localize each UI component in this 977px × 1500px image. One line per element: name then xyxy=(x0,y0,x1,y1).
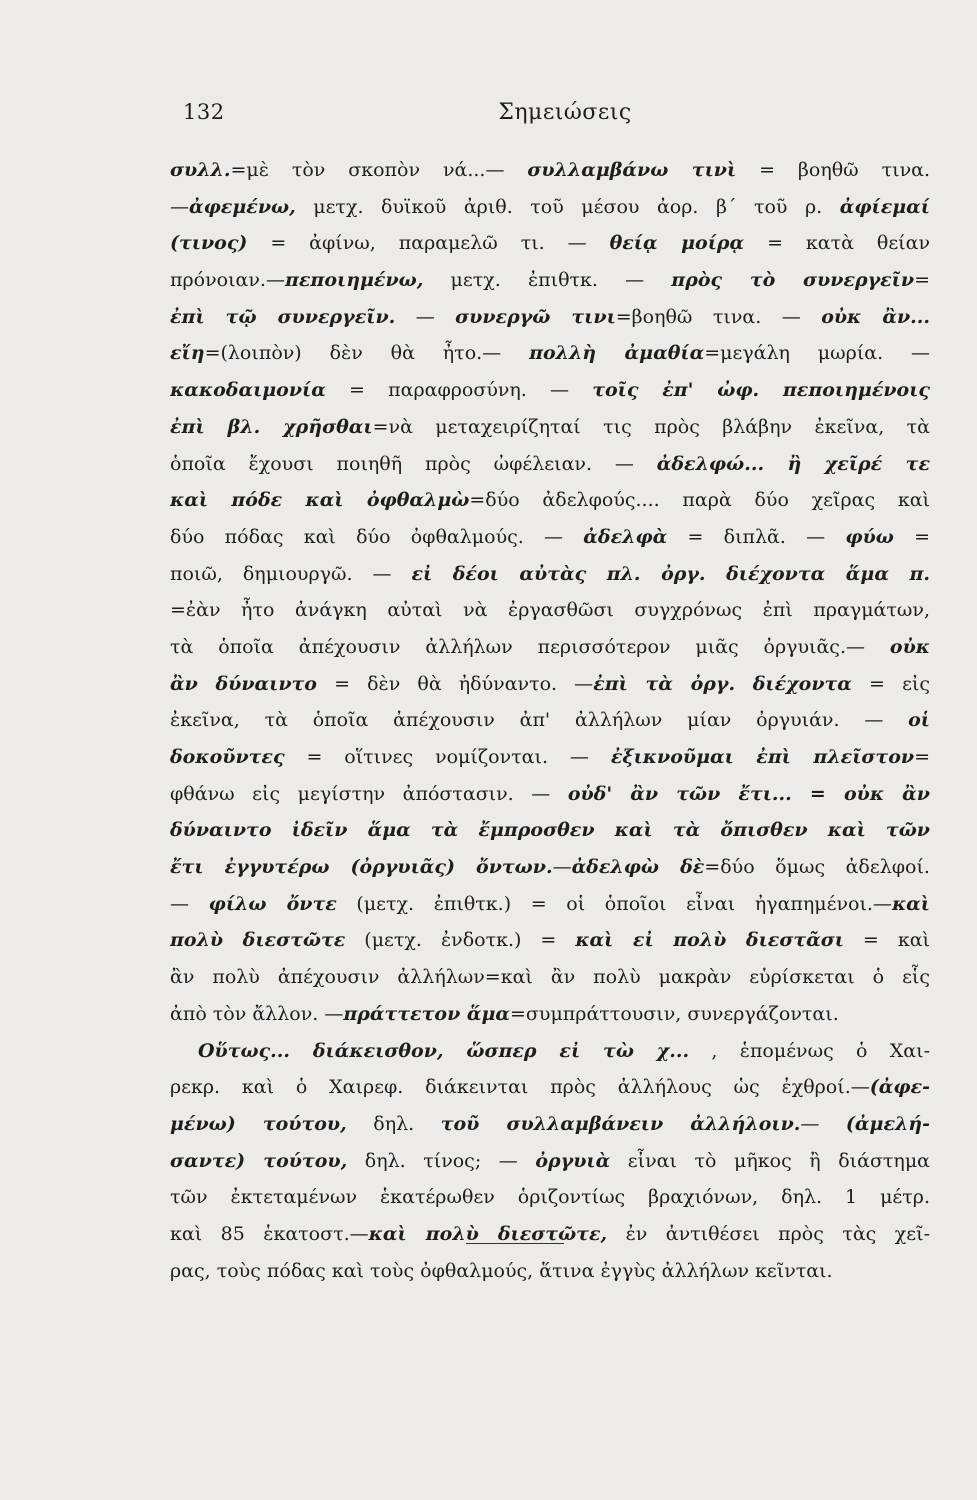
text-line: ἐπὶ τῷ συνεργεῖν. — συνεργῶ τινι=βοηθῶ τινα. — οὐκ ἂν... xyxy=(170,305,930,328)
gloss-term: φύω xyxy=(845,525,894,548)
text-line: — φίλω ὄντε (μετχ. ἐπιθτκ.) = οἱ ὁποῖοι εἶναι ἠγαπημένοι.—καὶ xyxy=(170,892,930,915)
gloss-term: καὶ εἰ πολὺ διεστᾶσι xyxy=(575,929,844,952)
text-line: ἐκεῖνα, τὰ ὁποῖα ἀπέχουσιν ἀπ' ἀλλήλων μίαν ὀργυιάν. — οἱ xyxy=(170,709,930,732)
text-line: ἂν πολὺ ἀπέχουσιν ἀλλήλων=καὶ ἂν πολὺ μακρὰν εὑρίσκεται ὁ εἷς xyxy=(170,966,930,989)
gloss-term: ἐπὶ βλ. χρῆσθαι xyxy=(170,415,373,438)
gloss-term: οἱ xyxy=(908,709,930,732)
gloss-term: σαντε) τούτου, xyxy=(170,1149,348,1172)
gloss-term: οὐκ ἂν... xyxy=(821,305,930,328)
text-line: τὰ ὁποῖα ἀπέχουσιν ἀλλήλων περισσότερον μιᾶς ὀργυιᾶς.— οὐκ xyxy=(170,635,930,658)
text-line: δύο πόδας καὶ δύο ὀφθαλμούς. — ἀδελφὰ = διπλᾶ. — φύω = xyxy=(170,525,930,548)
text-line: (τινος) = ἀφίνω, παραμελῶ τι. — θείᾳ μοίρᾳ = κατὰ θείαν xyxy=(170,232,930,255)
gloss-term: οὐδ' ἂν τῶν ἔτι... = οὐκ ἂν xyxy=(567,782,930,805)
gloss-term: πολλὴ ἀμαθία xyxy=(529,342,705,365)
text-line: ἔτι ἐγγυτέρω (ὀργυιᾶς) ὄντων.—ἀδελφὼ δὲ=δύο ὅμως ἀδελφοί. xyxy=(170,856,930,879)
gloss-term: (τινος) xyxy=(170,232,248,255)
gloss-term: πολὺ διεστῶτε xyxy=(170,929,346,952)
gloss-term: συνεργῶ τινι xyxy=(455,305,616,328)
gloss-term: Οὕτως... διάκεισθον, ὥσπερ εἰ τὼ χ... xyxy=(198,1039,690,1062)
text-line: ποιῶ, δημιουργῶ. — εἰ δέοι αὐτὰς πλ. ὀργ. διέχοντα ἅμα π. xyxy=(170,562,930,585)
text-line: τῶν ἐκτεταμένων ἑκατέρωθεν ὁριζοντίως βραχιόνων, δηλ. 1 μέτρ. xyxy=(170,1186,930,1209)
gloss-term: ἐπὶ τῷ συνεργεῖν. xyxy=(170,305,396,328)
gloss-term: συλλ. xyxy=(170,159,231,181)
gloss-term: πράττετον ἅμα xyxy=(343,1002,511,1025)
gloss-term: καὶ πόδε καὶ ὀφθαλμὼ xyxy=(170,489,470,512)
text-line: πρόνοιαν.—πεποιημένω, μετχ. ἐπιθτκ. — πρὸς τὸ συνεργεῖν= xyxy=(170,269,930,292)
text-line: —ἀφεμένω, μετχ. δυϊκοῦ ἀριθ. τοῦ μέσου ἀορ. β΄ τοῦ ρ. ἀφίεμαί xyxy=(170,195,930,218)
gloss-term: πρὸς τὸ συνεργεῖν xyxy=(671,269,915,292)
gloss-term: ἀφίεμαί xyxy=(839,195,930,218)
gloss-term: οὐκ xyxy=(889,635,930,658)
text-line: =ἐὰν ἦτο ἀνάγκη αὐταὶ νὰ ἐργασθῶσι συγχρόνως ἐπὶ πραγμάτων, xyxy=(170,599,930,622)
gloss-term: ἂν δύναιντο xyxy=(170,672,317,695)
text-line: Οὕτως... διάκεισθον, ὥσπερ εἰ τὼ χ... , ἑπομένως ὁ Χαι- xyxy=(198,1039,930,1062)
gloss-term: φίλω ὄντε xyxy=(208,892,337,915)
gloss-term: ὀργυιὰ xyxy=(535,1149,611,1172)
gloss-term: ἔτι ἐγγυτέρω (ὀργυιᾶς) ὄντων. xyxy=(170,856,553,879)
gloss-term: ἀδελφὼ δὲ xyxy=(571,856,705,879)
text-line: ἐπὶ βλ. χρῆσθαι=νὰ μεταχειρίζηταί τις πρὸς βλάβην ἐκεῖνα, τὰ xyxy=(170,415,930,438)
text-line: φθάνω εἰς μεγίστην ἀπόστασιν. — οὐδ' ἂν τῶν ἔτι... = οὐκ ἂν xyxy=(170,782,930,805)
gloss-term: (ἀμελή- xyxy=(845,1112,930,1135)
gloss-term: μένω) τούτου, xyxy=(170,1112,347,1135)
text-line: ρεκρ. καὶ ὁ Χαιρεφ. διάκεινται πρὸς ἀλλήλους ὡς ἐχθροί.—(ἀφε- xyxy=(170,1076,930,1099)
gloss-term: ἀδελφὰ xyxy=(583,525,668,548)
gloss-term: εἴη xyxy=(170,342,205,365)
gloss-term: ἀφεμένω, xyxy=(189,195,296,218)
text-line: πολὺ διεστῶτε (μετχ. ἐνδοτκ.) = καὶ εἰ πολὺ διεστᾶσι = καὶ xyxy=(170,929,930,952)
text-line: ὁποῖα ἔχουσι ποιηθῆ πρὸς ὠφέλειαν. — ἀδελφώ... ἢ χεῖρέ τε xyxy=(170,452,930,475)
text-line: ἂν δύναιντο = δὲν θὰ ἠδύναντο. —ἐπὶ τὰ ὀργ. διέχοντα = εἰς xyxy=(170,672,930,695)
text-line: σαντε) τούτου, δηλ. τίνος; — ὀργυιὰ εἶναι τὸ μῆκος ἢ διάστημα xyxy=(170,1149,930,1172)
gloss-term: δοκοῦντες xyxy=(170,746,285,768)
gloss-term: πεποιημένω, xyxy=(284,269,424,292)
text-line: εἴη=(λοιπὸν) δὲν θὰ ἦτο.— πολλὴ ἀμαθία=μεγάλη μωρία. — xyxy=(170,342,930,365)
gloss-term: κακοδαιμονία xyxy=(170,379,326,402)
notes-body xyxy=(170,152,930,1289)
gloss-term: ἐξικνοῦμαι ἐπὶ πλεῖστον xyxy=(610,746,915,768)
text-line: καὶ πόδε καὶ ὀφθαλμὼ=δύο ἀδελφούς.... παρὰ δύο χεῖρας καὶ xyxy=(170,489,930,512)
text-line: καὶ 85 ἑκατοστ.—καὶ πολὺ διεστῶτε, ἐν ἀντιθέσει πρὸς τὰς χεῖ- xyxy=(170,1222,930,1245)
page-number: 132 xyxy=(183,100,225,124)
gloss-term: καὶ πολὺ διεστῶτε, xyxy=(368,1222,608,1245)
gloss-term: ἐπὶ τὰ ὀργ. διέχοντα xyxy=(593,672,852,695)
gloss-term: (ἀφε- xyxy=(869,1076,930,1099)
gloss-term: τοῦ συλλαμβάνειν ἀλλήλοιν. xyxy=(440,1112,801,1135)
gloss-term: δύναιντο ἰδεῖν ἅμα τὰ ἔμπροσθεν καὶ τὰ ὄπισθεν καὶ τῶν xyxy=(170,819,930,842)
text-line: συλλ.=μὲ τὸν σκοπὸν νά...— συλλαμβάνω τινὶ = βοηθῶ τινα. xyxy=(170,159,930,181)
text-line xyxy=(170,812,930,849)
gloss-term: θείᾳ μοίρᾳ xyxy=(609,232,745,255)
gloss-term: ἀδελφώ... ἢ χεῖρέ τε xyxy=(656,452,930,475)
gloss-term: τοῖς ἐπ' ὠφ. πεποιημένοις xyxy=(592,379,930,402)
gloss-term: εἰ δέοι αὐτὰς πλ. ὀργ. διέχοντα ἅμα π. xyxy=(411,562,930,585)
text-line: ἀπὸ τὸν ἄλλον. —πράττετον ἅμα=συμπράττουσιν, συνεργάζονται. xyxy=(170,1002,839,1025)
section-end-rule xyxy=(466,1243,564,1244)
gloss-term: καὶ xyxy=(891,892,930,915)
running-title: Σημειώσεις xyxy=(498,100,632,125)
text-line: κακοδαιμονία = παραφροσύνη. — τοῖς ἐπ' ὠφ. πεποιημένοις xyxy=(170,379,930,402)
page-header xyxy=(175,100,935,136)
text-line: ρας, τοὺς πόδας καὶ τοὺς ὀφθαλμούς, ἅτινα ἐγγὺς ἀλλήλων κεῖνται. xyxy=(170,1259,833,1282)
text-line: μένω) τούτου, δηλ. τοῦ συλλαμβάνειν ἀλλήλοιν.— (ἀμελή- xyxy=(170,1112,930,1135)
gloss-term: συλλαμβάνω τινὶ xyxy=(527,159,737,181)
text-line: δοκοῦντες = οἵτινες νομίζονται. — ἐξικνοῦμαι ἐπὶ πλεῖστον= xyxy=(170,746,930,768)
